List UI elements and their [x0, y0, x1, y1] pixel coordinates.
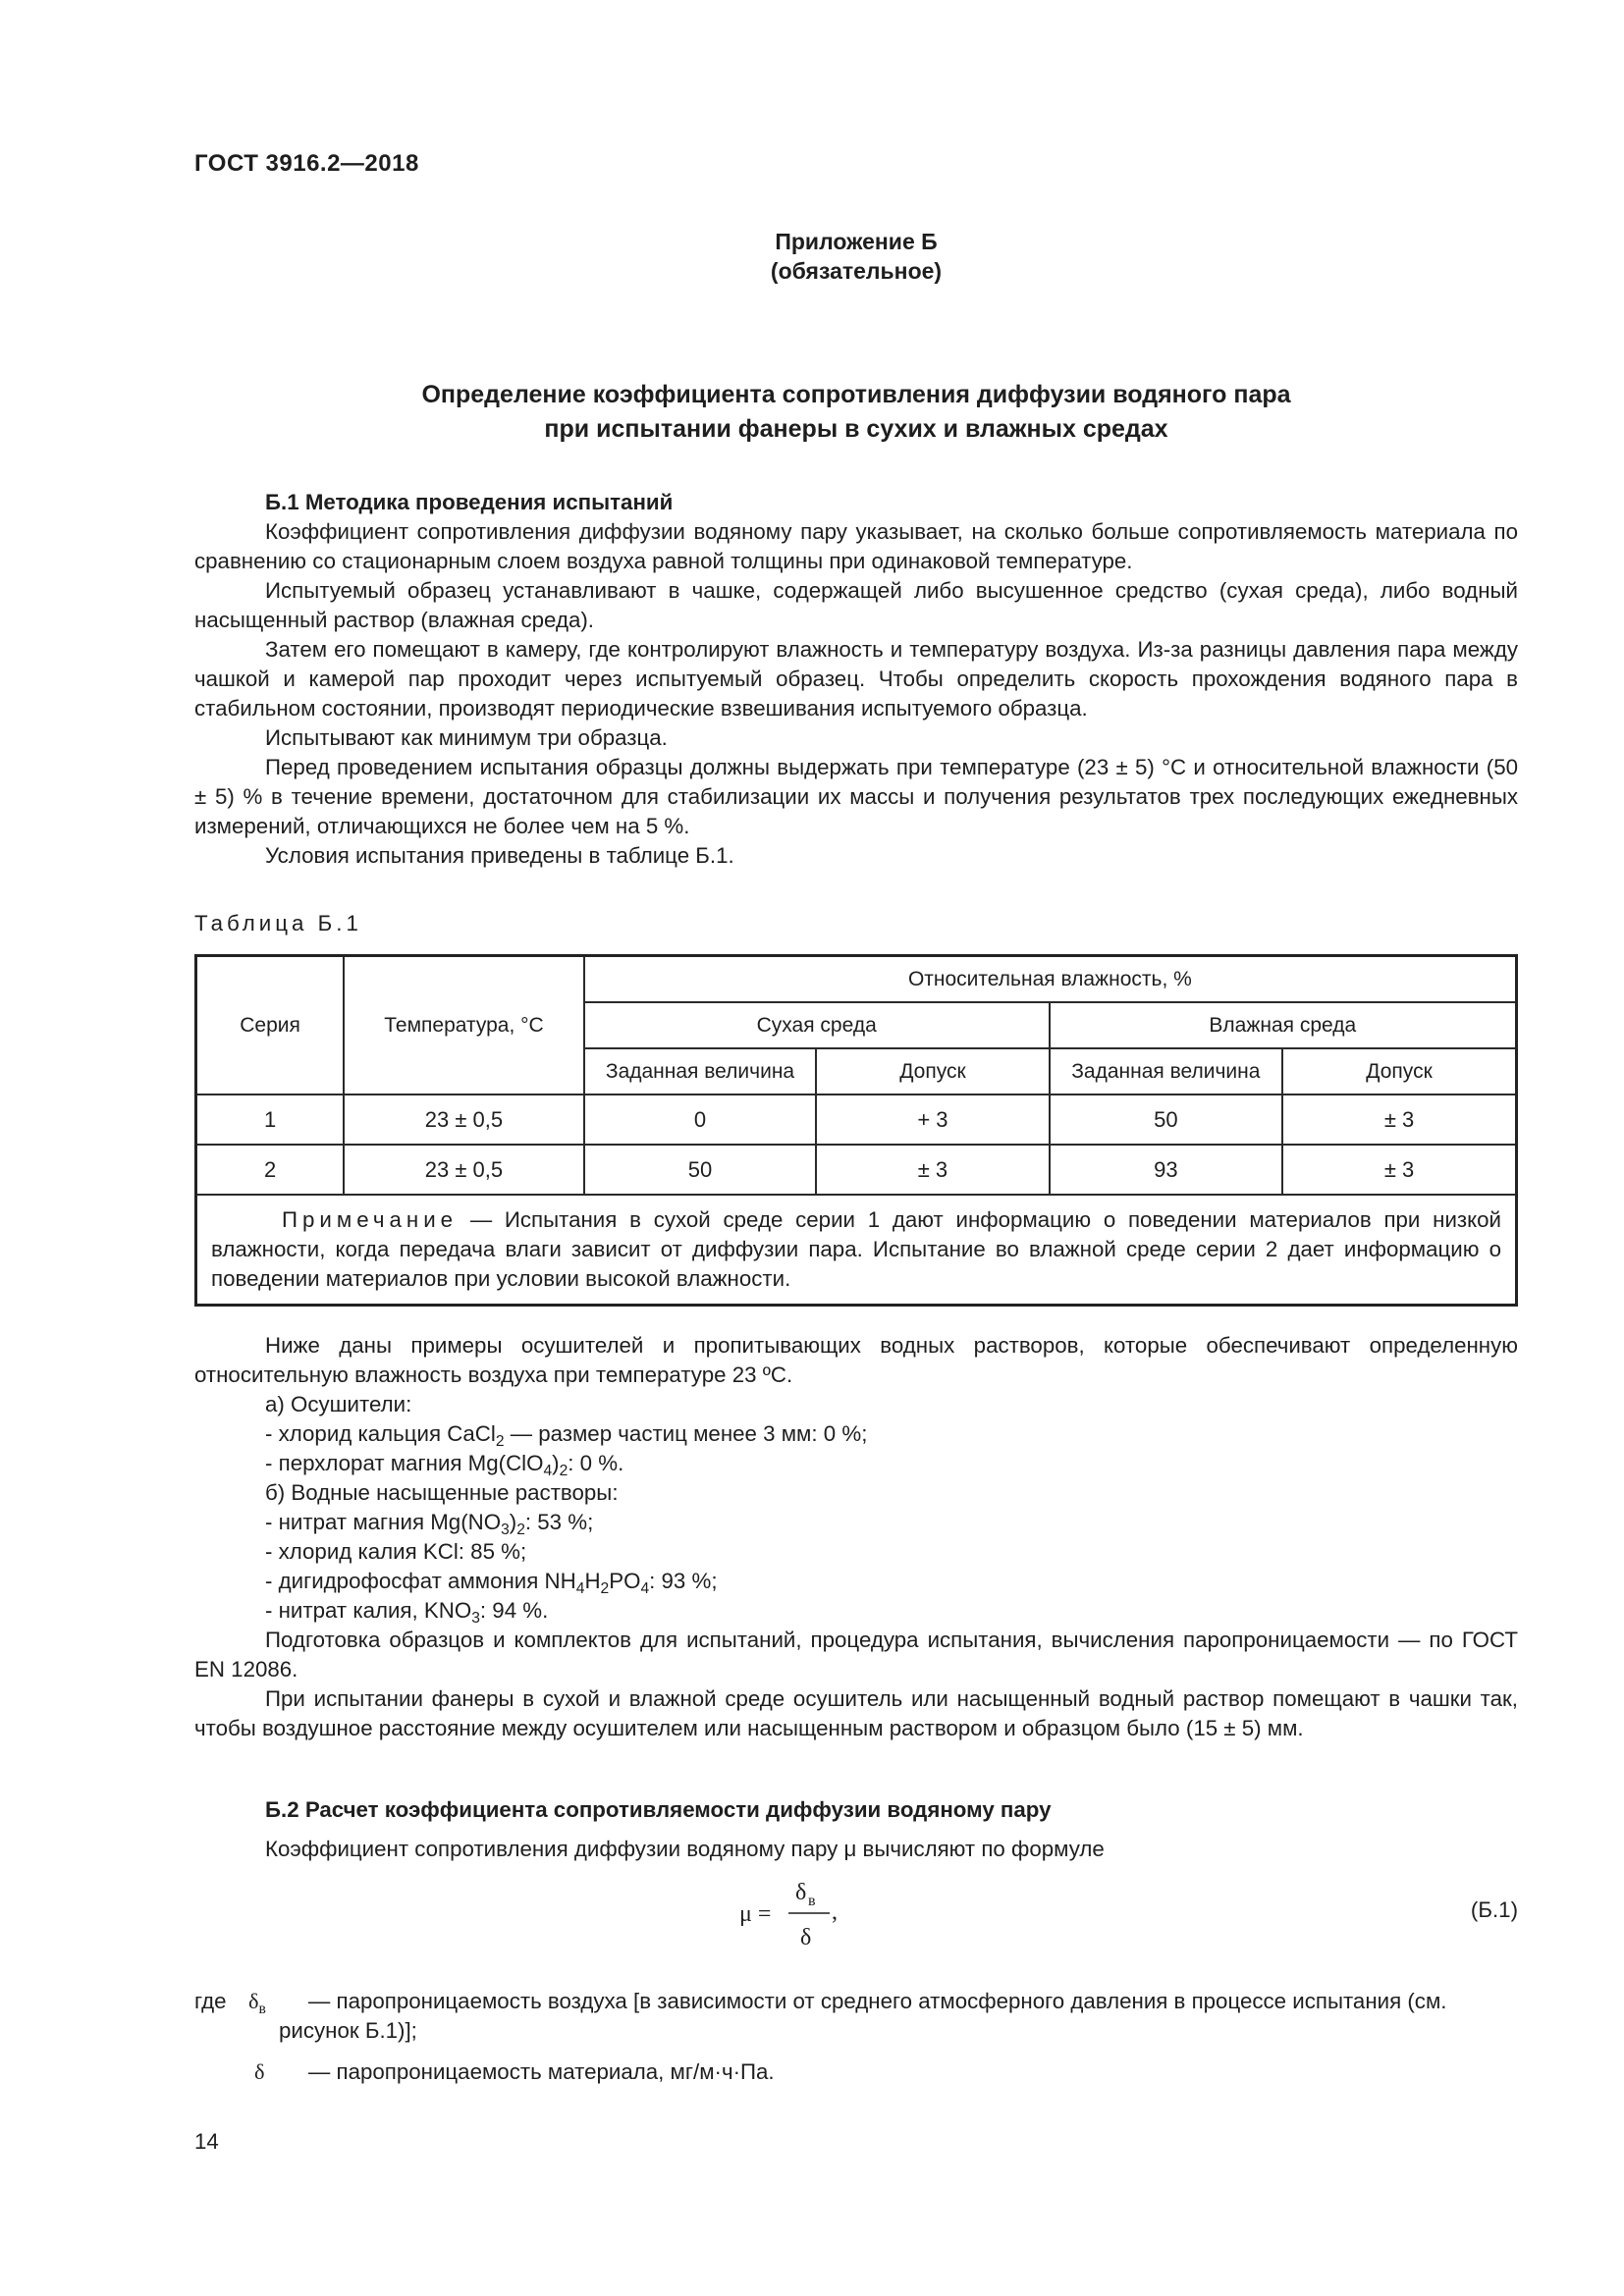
annex-title [194, 378, 1518, 447]
cell-wet-set: 50 [1050, 1095, 1282, 1145]
cell-series: 1 [196, 1095, 345, 1145]
table-caption: Таблица Б.1 [194, 911, 362, 935]
header-dry: Сухая среда [584, 1002, 1050, 1048]
definition-text: — паропроницаемость материала, мг/м·ч·Па. [308, 2059, 775, 2084]
list-item: - нитрат магния $Mg(NO_3)_2$: 53 %; [265, 1510, 594, 1538]
header-dry-tolerance: Допуск [816, 1048, 1049, 1095]
paragraph: Подготовка образцов и комплектов для испытаний, процедура испытания, вычисления паропроницаемости — по ГОСТ EN 12086. [194, 1628, 1518, 1682]
title-line-1: Определение коэффициента сопротивления диффузии водяного пара [421, 381, 1291, 408]
list-heading: б) Водные насыщенные растворы: [265, 1480, 619, 1505]
cell-dry-tolerance: + 3 [816, 1095, 1049, 1145]
paragraph: Коэффициент сопротивления диффузии водяному пару указывает, на сколько больше сопротивляемость материала по сравнению со стационарным слоем воздуха равной толщины при одинаковой температуре. [194, 519, 1518, 573]
page-number: 14 [194, 2129, 219, 2154]
table-note [196, 1195, 1517, 1306]
header-humidity: Относительная влажность, % [584, 956, 1517, 1003]
paragraph: Коэффициент сопротивления диффузии водяному пару μ вычисляют по формуле [265, 1837, 1105, 1861]
paragraph: Испытуемый образец устанавливают в чашке, содержащей либо высушенное средство (сухая среда), либо водный насыщенный раствор (влажная среда). [194, 578, 1518, 632]
paragraph: Затем его помещают в камеру, где контролируют влажность и температуру воздуха. Из-за разницы давления пара между чашкой и камерой пар проходит через испытуемый образец. Чтобы определить скорость прохождения водяного пара в стабильном состоянии, производят периодические взвешивания испытуемого образца. [194, 637, 1518, 721]
header-wet-tolerance: Допуск [1282, 1048, 1516, 1095]
cell-temperature: 23 ± 0,5 [344, 1145, 584, 1195]
paragraph: При испытании фанеры в сухой и влажной среде осушитель или насыщенный водный раствор помещают в чашки так, чтобы воздушное расстояние между осушителем или насыщенным раствором и образцом было (15 ± 5) мм. [194, 1686, 1518, 1740]
cell-dry-set: 0 [584, 1095, 816, 1145]
definition-text: — паропроницаемость воздуха [в зависимости от среднего атмосферного давления в процессе испытания (см. рисунок Б.1)]; [279, 1989, 1447, 2043]
annex-label: Приложение Б [775, 229, 938, 254]
paragraph: Ниже даны примеры осушителей и пропитывающих водных растворов, которые обеспечивают определенную относительную влажность воздуха при температуре 23 ºС. [194, 1333, 1518, 1387]
definition-symbol: δ [254, 2059, 265, 2084]
annex-status: (обязательное) [770, 258, 943, 284]
cell-wet-tolerance: ± 3 [1282, 1095, 1516, 1145]
list-item: - дигидрофосфат аммония $NH_4H_2PO_4$: 93 %; [265, 1569, 718, 1597]
paragraph: Перед проведением испытания образцы должны выдержать при температуре (23 ± 5) °С и относительной влажности (50 ± 5) % в течение времени, достаточном для стабилизации их массы и получения результатов трех последующих ежедневных измерений, отличающихся не более чем на 5 %. [194, 755, 1518, 838]
conditions-table [194, 954, 1518, 1307]
section-b1 [194, 488, 1518, 871]
cell-wet-tolerance: ± 3 [1282, 1145, 1516, 1195]
header-wet: Влажная среда [1050, 1002, 1517, 1048]
table-row [196, 1145, 1517, 1195]
header-dry-set: Заданная величина [584, 1048, 816, 1095]
list-item: - хлорид кальция CaCl$_2$ — размер частиц менее 3 мм: 0 %; [265, 1421, 868, 1450]
paragraph: Условия испытания приведены в таблице Б.1. [265, 843, 734, 868]
cell-series: 2 [196, 1145, 345, 1195]
annex-heading [194, 227, 1518, 286]
header-wet-set: Заданная величина [1050, 1048, 1282, 1095]
header-temperature: Температура, °С [344, 956, 584, 1095]
list-item: - нитрат калия, $KNO_3$: 94 %. [265, 1598, 549, 1627]
formula-comma: , [832, 1899, 838, 1925]
note-text: — Испытания в сухой среде серии 1 дают информацию о поведении материалов при низкой влажности, когда передача влаги зависит от диффузии пара. Испытание во влажной среде серии 2 дает информацию о поведении материалов при условии высокой влажности. [211, 1207, 1501, 1291]
section-b2 [194, 1795, 1518, 1864]
cell-wet-set: 93 [1050, 1145, 1282, 1195]
section-b2-heading: Б.2 Расчет коэффициента сопротивляемости диффузии водяному пару [265, 1797, 1052, 1822]
after-table-text [194, 1331, 1518, 1743]
list-item: - перхлорат магния $Mg(ClO_4)_2$: 0 %. [265, 1451, 624, 1479]
cell-dry-tolerance: ± 3 [816, 1145, 1049, 1195]
where-definitions [194, 1987, 1518, 2087]
formula-denominator: δ [800, 1925, 812, 1950]
cell-dry-set: 50 [584, 1145, 816, 1195]
list-heading: а) Осушители: [265, 1392, 412, 1416]
formula-numerator-subscript: в [808, 1893, 816, 1909]
definition-item [194, 1987, 1518, 2046]
definition-symbol: $\delta_в$ [248, 1989, 266, 2017]
table-row [196, 1095, 1517, 1145]
definition-item [194, 2057, 1518, 2087]
cell-temperature: 23 ± 0,5 [344, 1095, 584, 1145]
section-b1-heading: Б.1 Методика проведения испытаний [265, 490, 674, 514]
note-label: Примечание [282, 1207, 459, 1232]
document-header: ГОСТ 3916.2—2018 [194, 150, 419, 177]
formula-number: (Б.1) [1470, 1897, 1518, 1922]
formula-b1 [194, 1870, 1518, 1958]
formula-numerator: δ [795, 1880, 807, 1905]
where-lead: где [194, 1989, 227, 2013]
title-line-2: при испытании фанеры в сухих и влажных средах [544, 415, 1168, 443]
paragraph: Испытывают как минимум три образца. [265, 725, 668, 750]
formula-lhs: μ = [739, 1901, 772, 1927]
header-series: Серия [196, 956, 345, 1095]
document-page [194, 0, 1518, 2296]
list-item: - хлорид калия KCl: 85 %; [265, 1539, 527, 1564]
formula-expression [739, 1870, 936, 1958]
